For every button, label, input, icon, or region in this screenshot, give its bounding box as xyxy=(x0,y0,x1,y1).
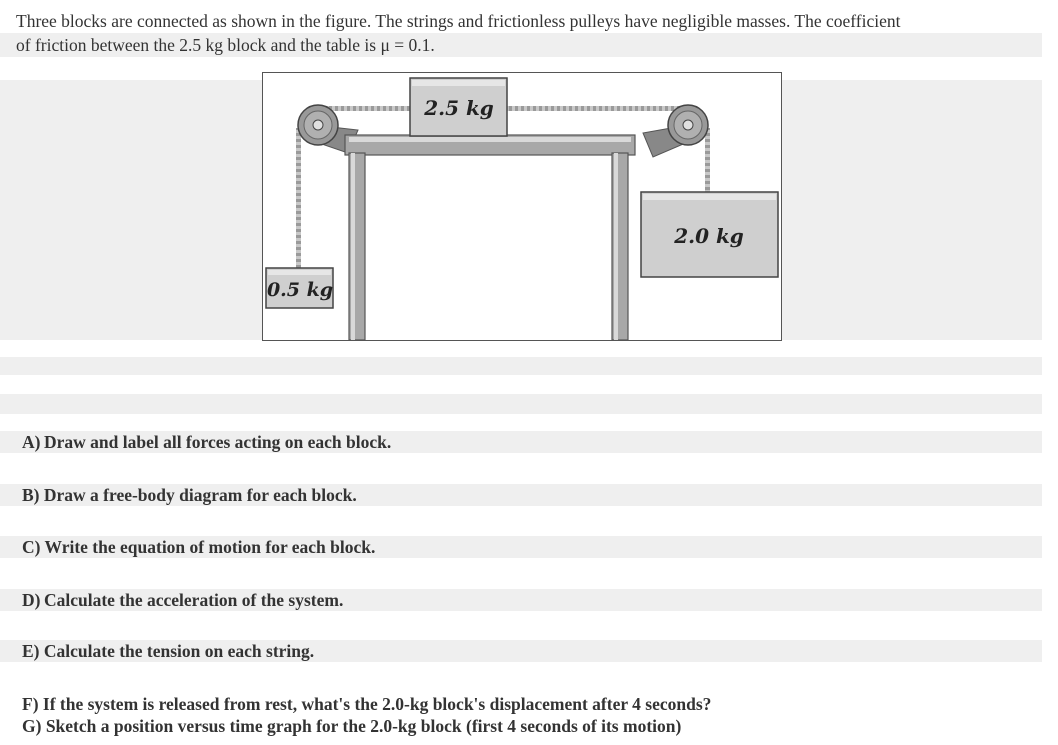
problem-line-2: of friction between the 2.5 kg block and the table is μ = 0.1. xyxy=(16,35,435,55)
question-e: E) Calculate the tension on each string. xyxy=(22,641,315,661)
block-2-0kg xyxy=(641,192,778,277)
pulley-diagram-svg xyxy=(263,73,781,340)
problem-line-1: Three blocks are connected as shown in the figure. The strings and frictionless pulleys have negligible masses. The coefficient xyxy=(16,11,901,31)
spacer-band-1 xyxy=(0,357,1042,375)
block-2-5kg xyxy=(410,78,507,136)
block-2-0kg-label: 2.0 kg xyxy=(674,224,744,248)
question-d: D) Calculate the acceleration of the system. xyxy=(22,590,344,610)
block-2-5kg-label: 2.5 kg xyxy=(424,96,494,120)
right-pulley xyxy=(668,105,708,145)
pulley-diagram xyxy=(262,72,782,341)
question-f: F) If the system is released from rest, what's the 2.0-kg block's displacement after 4 seconds? xyxy=(22,694,712,714)
question-g: G) Sketch a position versus time graph for the 2.0-kg block (first 4 seconds of its motion) xyxy=(22,716,682,736)
rope-top-right xyxy=(503,106,690,111)
spacer-band-2 xyxy=(0,394,1042,414)
rope-left-vertical xyxy=(296,128,301,273)
problem-statement xyxy=(16,9,1046,57)
block-0-5kg xyxy=(266,268,333,308)
question-a: A) Draw and label all forces acting on each block. xyxy=(22,432,392,452)
block-0-5kg-label: 0.5 kg xyxy=(266,279,334,301)
question-b: B) Draw a free-body diagram for each block. xyxy=(22,485,357,505)
rope-right-vertical xyxy=(705,128,710,193)
left-pulley xyxy=(298,105,338,145)
question-c: C) Write the equation of motion for each block. xyxy=(22,537,376,557)
